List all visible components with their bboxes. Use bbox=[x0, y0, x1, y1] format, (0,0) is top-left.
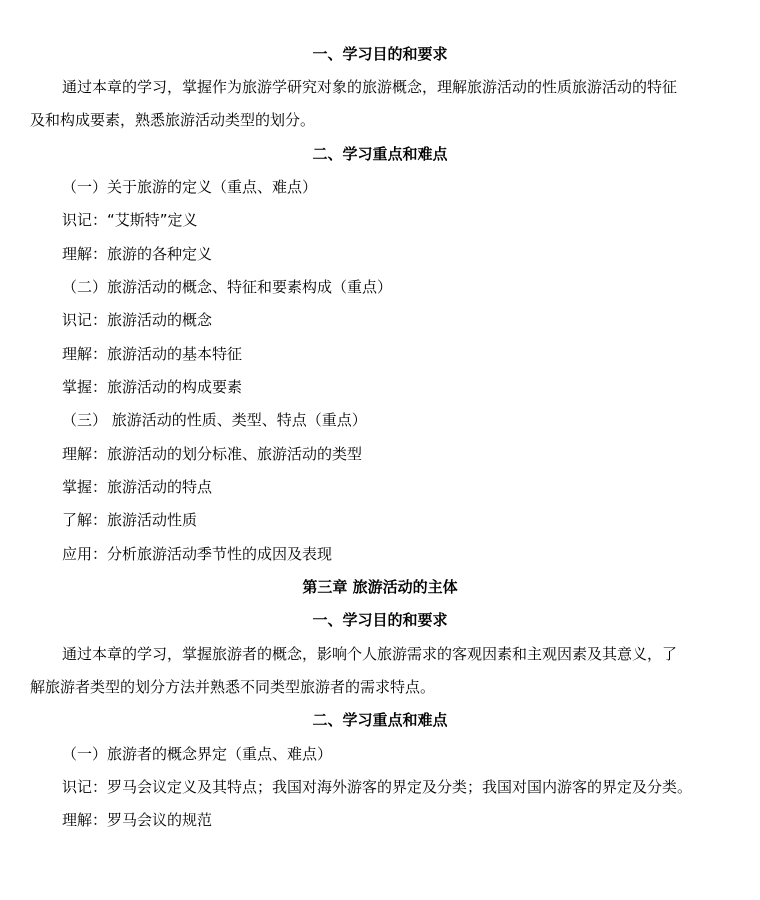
section-heading-objectives: 一、学习目的和要求 bbox=[312, 611, 448, 629]
list-item: （一）旅游者的概念界定（重点、难点） bbox=[62, 745, 333, 763]
list-item: 理解：旅游活动的基本特征 bbox=[62, 345, 243, 363]
list-item: 识记：罗马会议定义及其特点；我国对海外游客的界定及分类；我国对国内游客的界定及分类。 bbox=[62, 778, 693, 796]
list-item: 掌握：旅游活动的特点 bbox=[62, 478, 213, 496]
paragraph-line: 及和构成要素，熟悉旅游活动类型的划分。 bbox=[30, 111, 316, 129]
list-item: 了解：旅游活动性质 bbox=[62, 511, 198, 529]
list-item: 理解：旅游的各种定义 bbox=[62, 245, 213, 263]
list-item: （二）旅游活动的概念、特征和要素构成（重点） bbox=[62, 278, 393, 296]
section-heading-key-points: 二、学习重点和难点 bbox=[312, 145, 448, 163]
section-heading-key-points: 二、学习重点和难点 bbox=[312, 711, 448, 729]
paragraph-line: 通过本章的学习，掌握旅游者的概念，影响个人旅游需求的客观因素和主观因素及其意义，了 bbox=[62, 645, 678, 663]
list-item: （三） 旅游活动的性质、类型、特点（重点） bbox=[62, 411, 367, 429]
section-heading-objectives: 一、学习目的和要求 bbox=[312, 45, 448, 63]
paragraph-line: 通过本章的学习，掌握作为旅游学研究对象的旅游概念，理解旅游活动的性质旅游活动的特征 bbox=[62, 78, 678, 96]
list-item: 识记：旅游活动的概念 bbox=[62, 311, 213, 329]
paragraph-line: 解旅游者类型的划分方法并熟悉不同类型旅游者的需求特点。 bbox=[30, 678, 436, 696]
list-item: （一）关于旅游的定义（重点、难点） bbox=[62, 178, 318, 196]
list-item: 掌握：旅游活动的构成要素 bbox=[62, 378, 243, 396]
list-item: 理解：旅游活动的划分标准、旅游活动的类型 bbox=[62, 445, 363, 463]
list-item: 应用：分析旅游活动季节性的成因及表现 bbox=[62, 545, 333, 563]
chapter-title: 第三章 旅游活动的主体 bbox=[302, 578, 458, 596]
list-item: 理解：罗马会议的规范 bbox=[62, 811, 213, 829]
list-item: 识记：“艾斯特”定义 bbox=[62, 211, 198, 229]
